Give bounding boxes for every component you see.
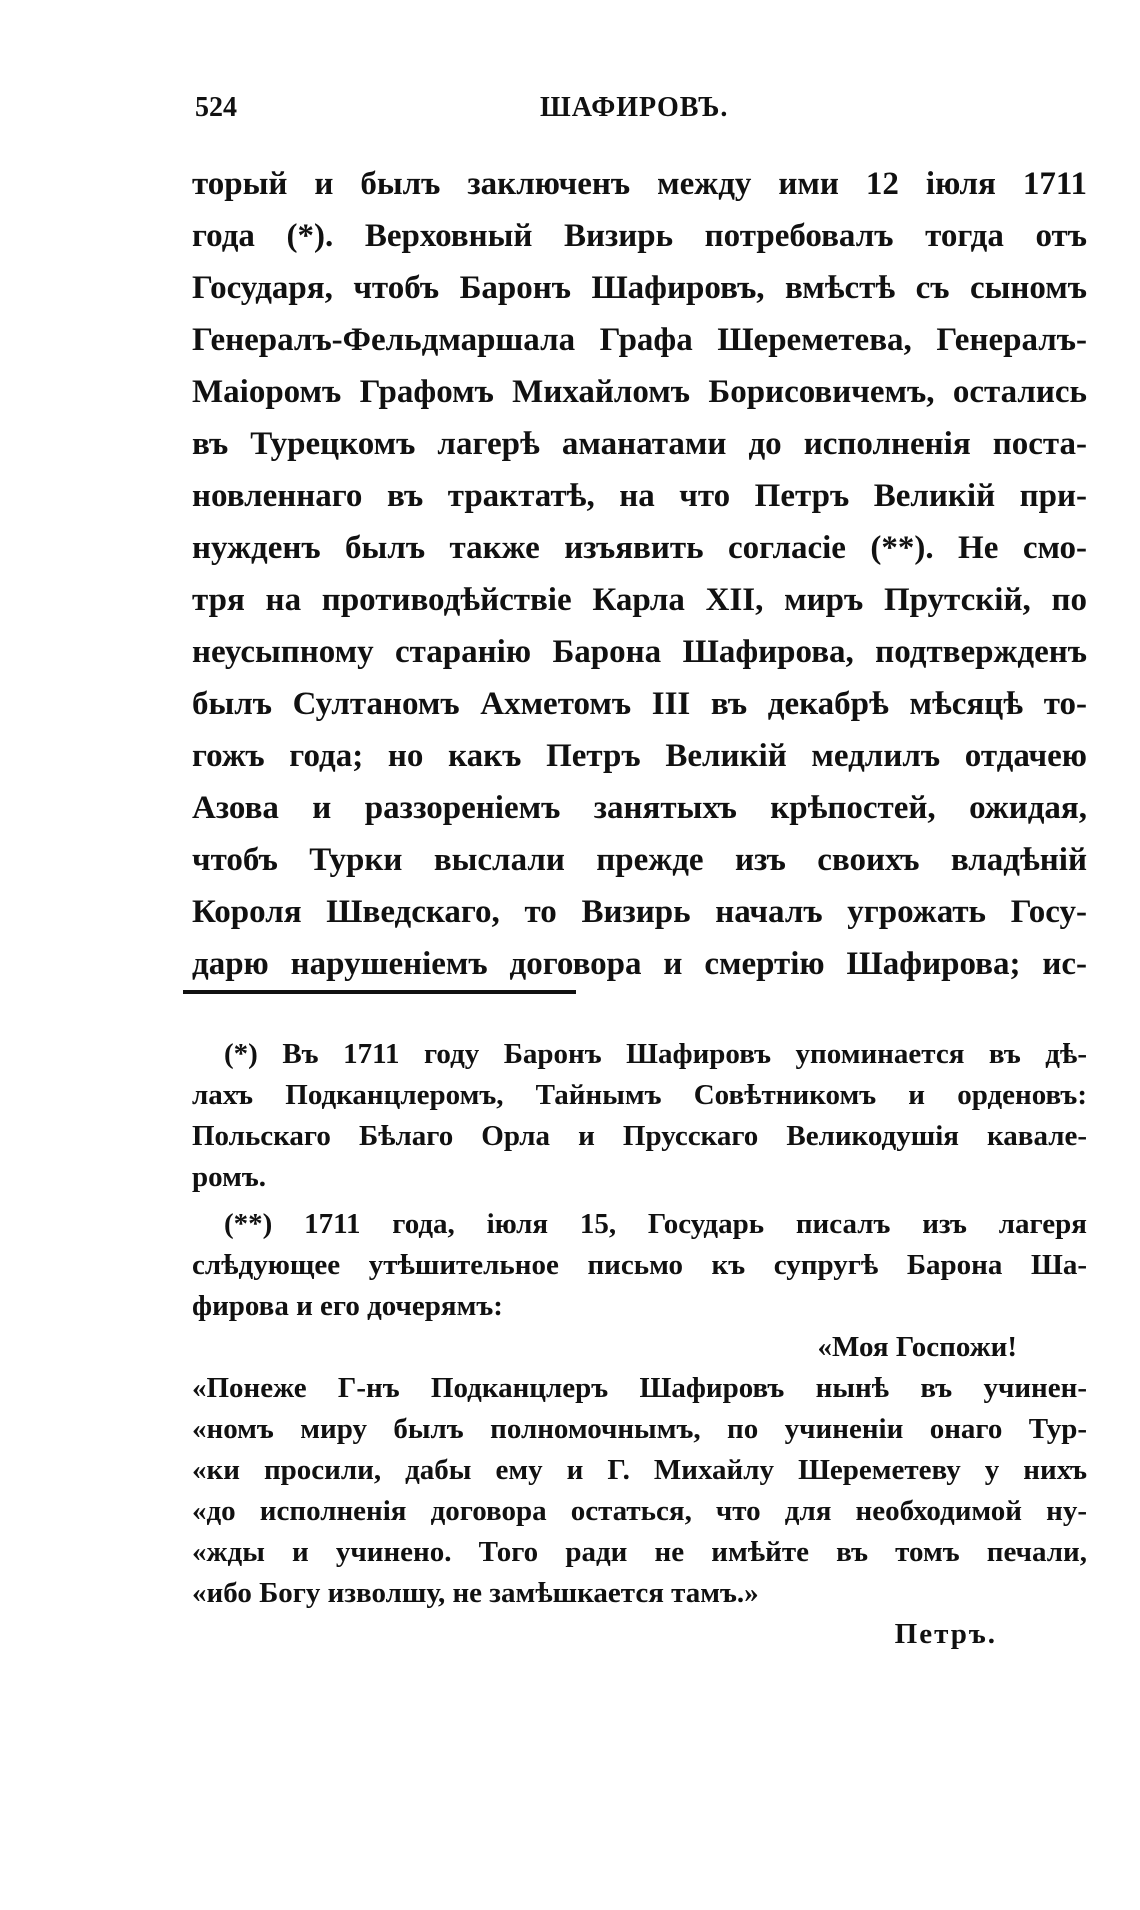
text-line: года (*). Верховный Визирь потребовалъ тогда отъ bbox=[192, 218, 1087, 254]
letter-line: «до исполненія договора остаться, что для необходимой ну- bbox=[192, 1495, 1087, 1527]
page-number: 524 bbox=[195, 92, 237, 123]
footnote-line: (*) Въ 1711 году Баронъ Шафировъ упоминается въ дѣ- bbox=[224, 1038, 1087, 1070]
text-line: Генералъ-Фельдмаршала Графа Шереметева, Генералъ- bbox=[192, 322, 1087, 358]
letter-line: «ки просили, дабы ему и Г. Михайлу Шереметеву у нихъ bbox=[192, 1454, 1087, 1486]
text-line: неусыпному старанію Барона Шафирова, подтвержденъ bbox=[192, 634, 1087, 670]
text-line: торый и былъ заключенъ между ими 12 іюля 1711 bbox=[192, 166, 1087, 202]
text-line: тря на противодѣйствіе Карла XII, миръ Прутскій, по bbox=[192, 582, 1087, 618]
text-line: гожъ года; но какъ Петръ Великій медлилъ отдачею bbox=[192, 738, 1087, 774]
text-line: Маіоромъ Графомъ Михайломъ Борисовичемъ, остались bbox=[192, 374, 1087, 410]
text-line: былъ Султаномъ Ахметомъ III въ декабрѣ мѣсяцѣ то- bbox=[192, 686, 1087, 722]
letter-line: «номъ миру былъ полномочнымъ, по учиненіи онаго Тур- bbox=[192, 1413, 1087, 1445]
running-head bbox=[195, 92, 1100, 132]
footnotes-block bbox=[192, 1034, 1087, 1655]
text-line: Азова и раззореніемъ занятыхъ крѣпостей, ожидая, bbox=[192, 790, 1087, 826]
text-line: чтобъ Турки выслали прежде изъ своихъ владѣній bbox=[192, 842, 1087, 878]
footnote-line: лахъ Подканцлеромъ, Тайнымъ Совѣтникомъ и орденовъ: bbox=[192, 1079, 1087, 1111]
footnote-line: (**) 1711 года, іюля 15, Государь писалъ изъ лагеря bbox=[224, 1208, 1087, 1240]
text-line: новленнаго въ трактатѣ, на что Петръ Великій при- bbox=[192, 478, 1087, 514]
footnote-line: Польскаго Бѣлаго Орла и Прусскаго Великодушія кавале- bbox=[192, 1120, 1087, 1152]
letter-salutation: «Моя Госпожи! bbox=[817, 1331, 1017, 1363]
letter-line: «жды и учинено. Того ради не имѣйте въ томъ печали, bbox=[192, 1536, 1087, 1568]
letter-line: «Понеже Г-нъ Подканцлеръ Шафировъ нынѣ въ учинен- bbox=[192, 1372, 1087, 1404]
footnote-separator-rule bbox=[183, 990, 576, 994]
text-line: нужденъ былъ также изъявить согласіе (**). Не смо- bbox=[192, 530, 1087, 566]
footnote-line: слѣдующее утѣшительное письмо къ супругѣ Барона Ша- bbox=[192, 1249, 1087, 1281]
running-title: ШАФИРОВЪ. bbox=[540, 92, 729, 123]
main-text-block bbox=[192, 158, 1087, 990]
text-line: въ Турецкомъ лагерѣ аманатами до исполненія поста- bbox=[192, 426, 1087, 462]
text-line: Короля Шведскаго, то Визирь началъ угрожать Госу- bbox=[192, 894, 1087, 930]
footnote-line: фирова и его дочерямъ: bbox=[192, 1290, 503, 1322]
footnote-line: ромъ. bbox=[192, 1161, 266, 1193]
letter-line: «ибо Богу изволшу, не замѣшкается тамъ.» bbox=[192, 1577, 759, 1609]
letter-signature: Петръ. bbox=[894, 1618, 997, 1650]
text-line: Государя, чтобъ Баронъ Шафировъ, вмѣстѣ съ сыномъ bbox=[192, 270, 1087, 306]
text-line: дарю нарушеніемъ договора и смертію Шафирова; ис- bbox=[192, 946, 1087, 982]
